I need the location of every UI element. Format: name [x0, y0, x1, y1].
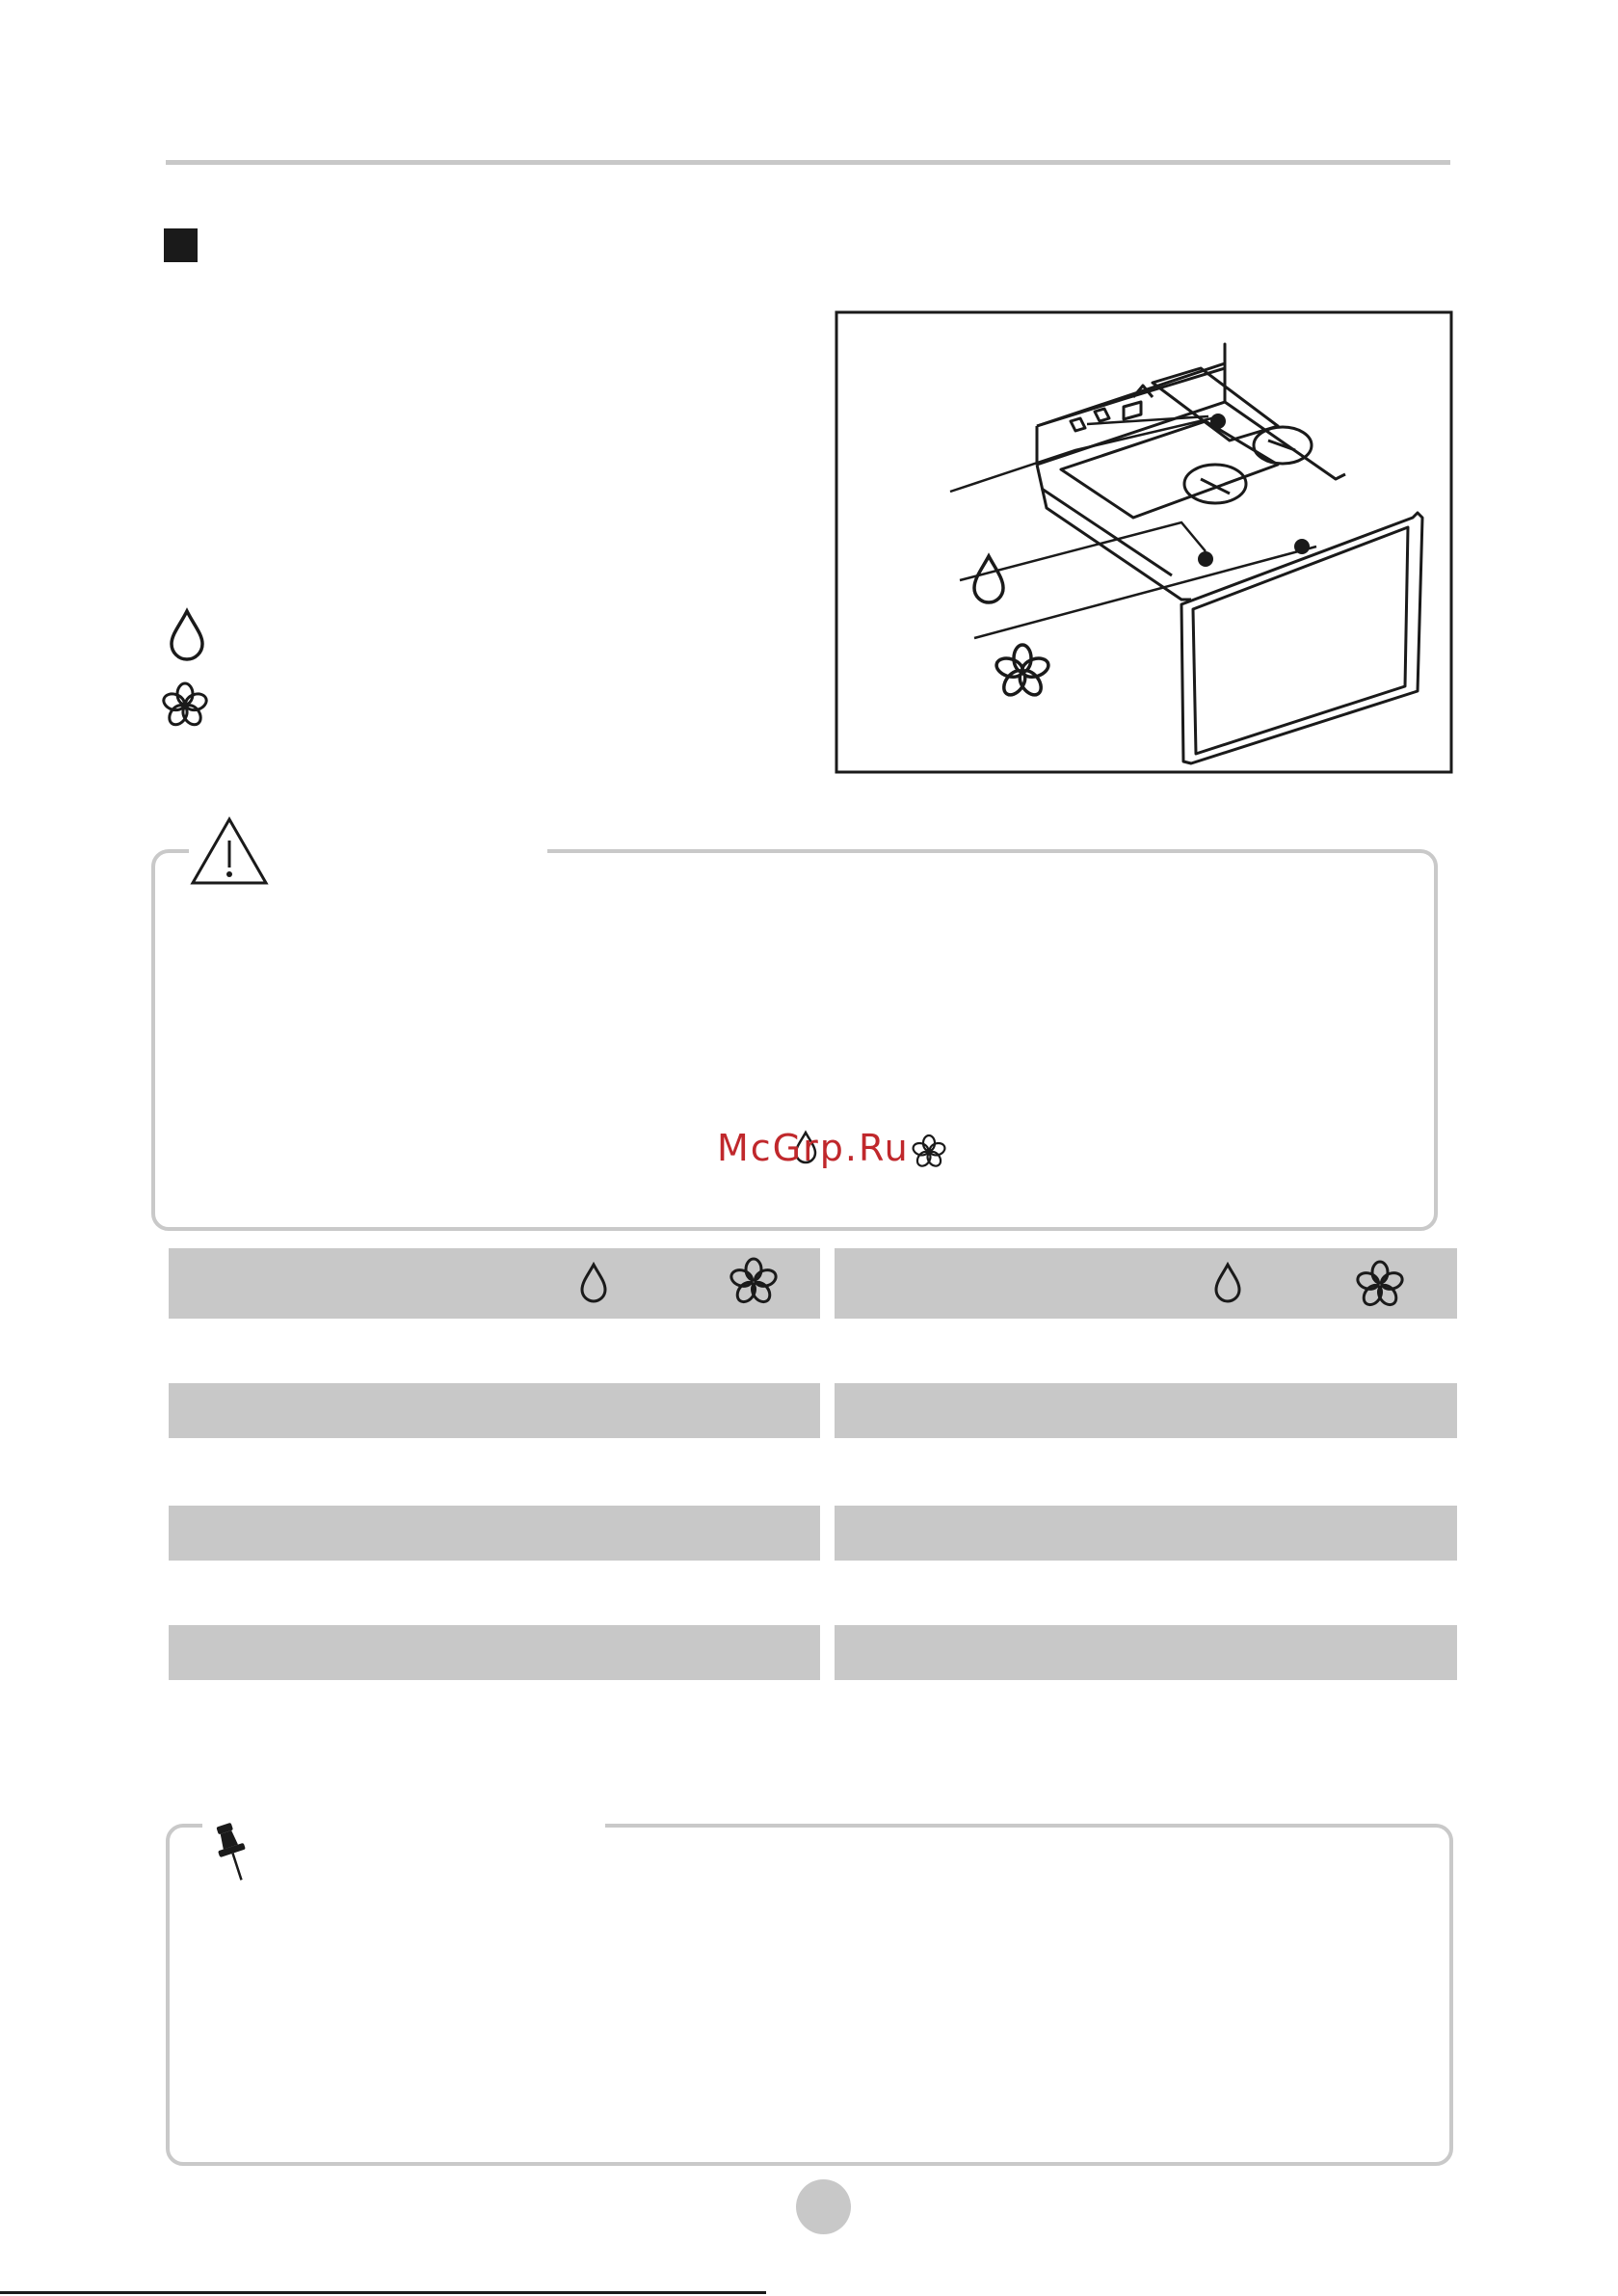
pushpin-icon [208, 1820, 254, 1885]
table-row [169, 1383, 820, 1438]
detergent-drawer-illustration [835, 310, 1453, 774]
bottom-edge-line [0, 2291, 766, 2294]
note-box-gap [202, 1812, 605, 1831]
section-square-icon [164, 228, 198, 262]
flower-icon [911, 1134, 947, 1170]
note-box [166, 1824, 1453, 2166]
table-row [169, 1506, 820, 1561]
drop-icon [166, 607, 208, 661]
table-row [169, 1625, 820, 1680]
watermark-text: McGrp.Ru [717, 1127, 910, 1169]
table-left-header [169, 1248, 820, 1319]
table-row [835, 1383, 1457, 1438]
top-rule [166, 160, 1450, 165]
drop-icon [1210, 1261, 1245, 1305]
flower-icon [1354, 1259, 1406, 1311]
drop-icon [576, 1261, 611, 1305]
warning-triangle-icon [189, 815, 270, 887]
warning-box [151, 849, 1438, 1231]
table-row [835, 1506, 1457, 1561]
table-row [835, 1625, 1457, 1680]
flower-icon [728, 1256, 780, 1308]
page-number-badge [796, 2179, 851, 2234]
flower-icon [160, 681, 210, 731]
